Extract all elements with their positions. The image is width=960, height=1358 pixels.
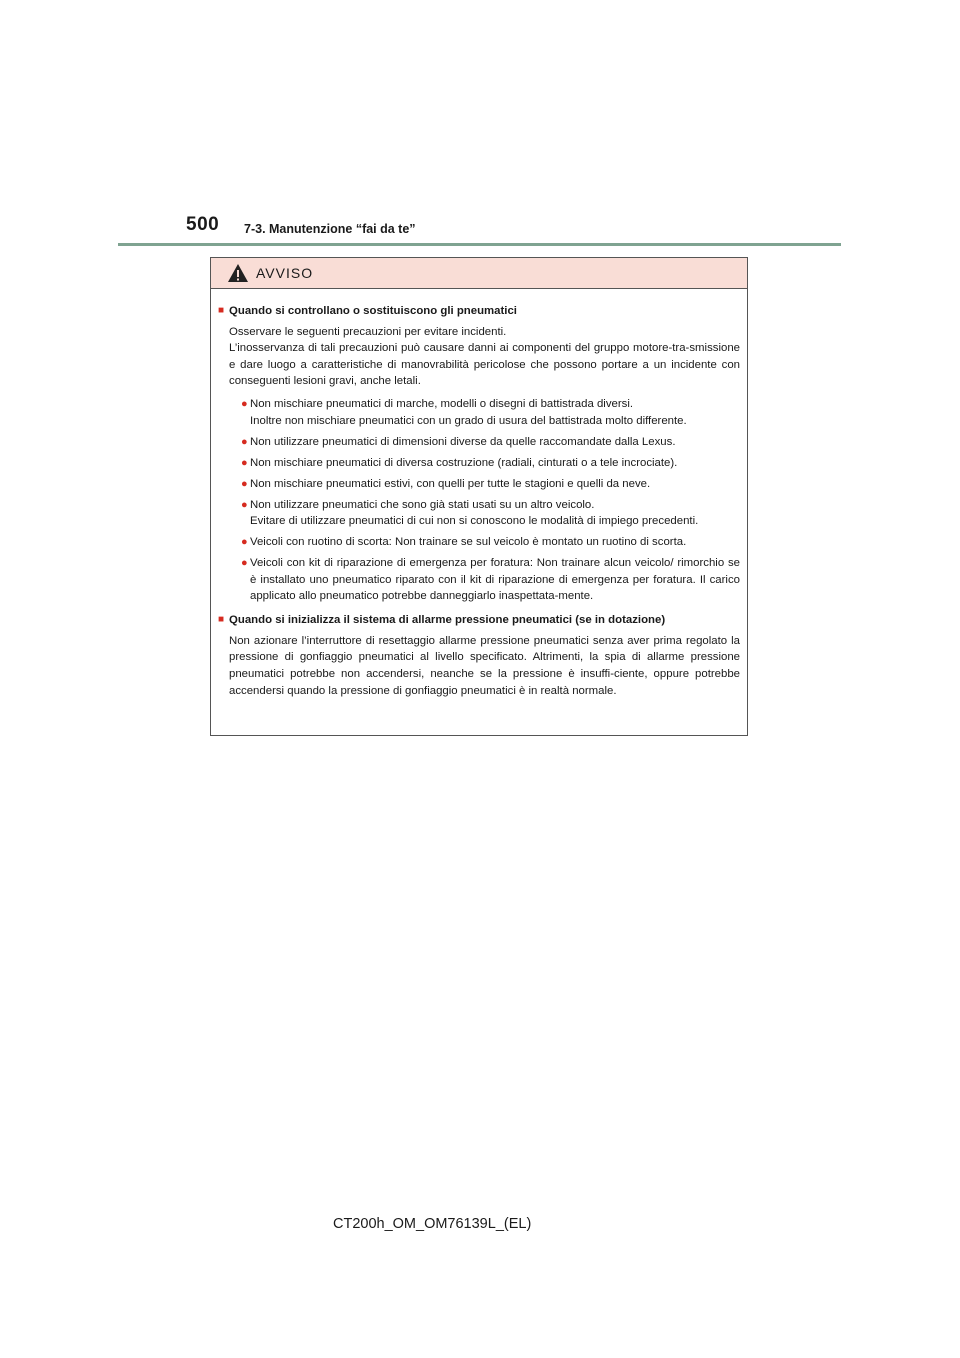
red-square-icon: ■ xyxy=(218,305,225,316)
warning-triangle-icon xyxy=(227,263,249,283)
paragraph-line: Osservare le seguenti precauzioni per evitare incidenti. xyxy=(229,325,507,338)
bullet-text xyxy=(250,497,698,530)
warning-section-heading xyxy=(218,303,740,320)
bullet-line: Non utilizzare pneumatici di dimensioni diverse da quelle raccomandate dalla Lexus. xyxy=(250,435,676,448)
header-rule xyxy=(118,243,841,246)
warning-body xyxy=(211,289,747,699)
list-item xyxy=(241,497,740,530)
heading-text: Quando si controllano o sostituiscono gli pneumatici xyxy=(229,305,517,317)
warning-paragraph xyxy=(218,324,740,390)
red-dot-icon: ● xyxy=(241,456,248,469)
list-item xyxy=(241,434,740,451)
warning-header xyxy=(211,258,747,289)
paragraph-line: Non azionare l’interruttore di resettaggio allarme pressione pneumatici senza aver prima regolato la pressione di gonfiaggio pneumatici al livello specificato. Altrimenti, la spia di allarme pressione pneumatici potrebbe non accendersi, neanche se la pressione è insuffi-ciente, oppure potrebbe accendersi quando la pressione di gonfiaggio pneumatici è in realtà normale. xyxy=(229,634,740,697)
red-square-icon: ■ xyxy=(218,614,225,626)
warning-section-heading xyxy=(218,612,740,629)
section-title: 7-3. Manutenzione “fai da te” xyxy=(244,222,416,236)
page-number: 500 xyxy=(186,214,220,235)
bullet-line: Evitare di utilizzare pneumatici di cui non si conoscono le modalità di impiego precedenti. xyxy=(250,515,699,528)
red-dot-icon: ● xyxy=(241,557,248,570)
warning-box xyxy=(210,257,748,736)
heading-text: Quando si inizializza il sistema di allarme pressione pneumatici (se in dotazione) xyxy=(229,614,666,627)
bullet-line: Non mischiare pneumatici di marche, modelli o disegni di battistrada diversi. xyxy=(250,397,634,410)
red-dot-icon: ● xyxy=(241,397,248,410)
bullet-line: Inoltre non mischiare pneumatici con un grado di usura del battistrada molto differente. xyxy=(250,414,687,427)
list-item xyxy=(241,455,740,472)
list-item xyxy=(241,534,740,551)
bullet-text xyxy=(250,555,740,605)
bullet-text xyxy=(250,434,676,451)
bullet-line: Veicoli con ruotino di scorta: Non trainare se sul veicolo è montato un ruotino di scorta. xyxy=(250,536,687,549)
bullet-line: Non utilizzare pneumatici che sono già stati usati su un altro veicolo. xyxy=(250,498,595,511)
list-item xyxy=(241,555,740,605)
warning-title: AVVISO xyxy=(256,265,314,281)
list-item xyxy=(241,476,740,493)
bullet-text xyxy=(250,396,687,429)
bullet-list xyxy=(218,396,740,605)
bullet-text xyxy=(250,534,686,551)
warning-paragraph xyxy=(218,633,740,699)
bullet-line: Non mischiare pneumatici di diversa costruzione (radiali, cinturati o a tele incrociate). xyxy=(250,456,678,469)
bullet-line: Non mischiare pneumatici estivi, con quelli per tutte le stagioni e quelli da neve. xyxy=(250,477,651,490)
paragraph-line: L’inosservanza di tali precauzioni può causare danni ai componenti del gruppo motore-tra-smissione e dare luogo a caratteristiche di manovrabilità pericolose che possono portare a un incidente con conseguenti lesioni gravi, anche letali. xyxy=(229,342,740,388)
bullet-line: Veicoli con kit di riparazione di emergenza per foratura: Non trainare alcun veicolo/ rimorchio se è installato uno pneumatico riparato con il kit di riparazione di emergenza per foratura. Il carico applicato allo pneumatico potrebbe danneggiarlo inaspettata-mente. xyxy=(250,557,740,603)
document-code: CT200h_OM_OM76139L_(EL) xyxy=(333,1216,532,1232)
bullet-text xyxy=(250,455,677,472)
red-dot-icon: ● xyxy=(241,498,248,511)
red-dot-icon: ● xyxy=(241,477,248,490)
red-dot-icon: ● xyxy=(241,536,248,549)
red-dot-icon: ● xyxy=(241,435,248,448)
list-item xyxy=(241,396,740,429)
bullet-text xyxy=(250,476,650,493)
